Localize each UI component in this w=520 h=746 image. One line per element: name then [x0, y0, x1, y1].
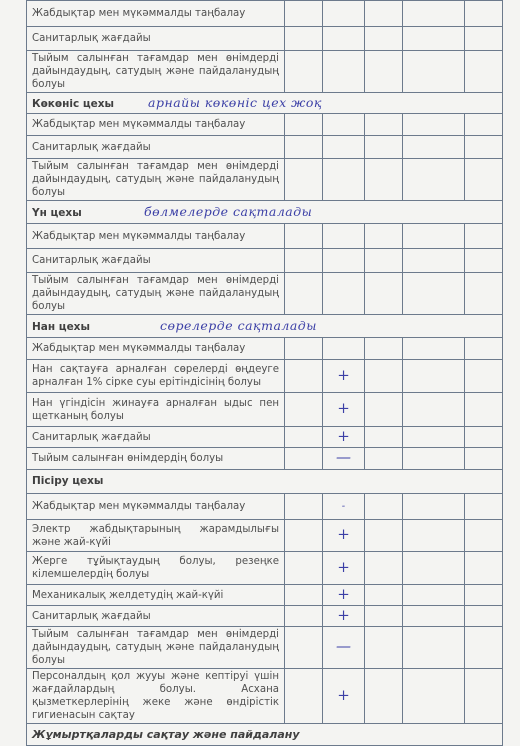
item-label: Электр жабдықтарының жарамдылығы және жай-күйі	[27, 520, 285, 552]
empty-cell	[285, 338, 323, 360]
checklist-row	[27, 448, 503, 470]
empty-cell	[285, 27, 323, 51]
section-header-row	[27, 201, 503, 224]
checklist-row	[27, 393, 503, 427]
handwritten-mark: +	[337, 525, 350, 543]
empty-cell	[465, 606, 503, 627]
empty-cell	[403, 51, 465, 93]
empty-cell	[465, 224, 503, 249]
compliance-mark-cell	[323, 249, 365, 273]
empty-cell	[465, 51, 503, 93]
empty-cell	[403, 27, 465, 51]
section-title: Көкөніс цехы	[32, 97, 115, 110]
empty-cell	[365, 224, 403, 249]
item-label: Жабдықтар мен мүкәммалды таңбалау	[27, 114, 285, 136]
compliance-mark-cell	[323, 427, 365, 448]
empty-cell	[285, 249, 323, 273]
handwritten-mark: +	[337, 584, 350, 603]
handwritten-mark: —	[336, 448, 351, 466]
section-title: Пісіру цехы	[32, 475, 104, 487]
item-label: Санитарлық жағдайы	[27, 427, 285, 448]
item-label: Нан үгіндісін жинауға арналған ыдыс пен щетканың болуы	[27, 393, 285, 427]
empty-cell	[285, 606, 323, 627]
empty-cell	[365, 27, 403, 51]
item-label: Санитарлық жағдайы	[27, 27, 285, 51]
empty-cell	[465, 360, 503, 393]
item-label: Санитарлық жағдайы	[27, 606, 285, 627]
empty-cell	[365, 114, 403, 136]
checklist-row	[27, 585, 503, 606]
empty-cell	[465, 669, 503, 724]
compliance-mark-cell	[323, 627, 365, 669]
section-header-row	[27, 93, 503, 114]
compliance-mark-cell	[323, 393, 365, 427]
empty-cell	[285, 1, 323, 27]
item-label: Нан сақтауға арналған сөрелерді өңдеуге арналған 1% сірке суы ерітіндісінің болуы	[27, 360, 285, 393]
empty-cell	[365, 136, 403, 159]
empty-cell	[403, 136, 465, 159]
empty-cell	[285, 427, 323, 448]
checklist-row	[27, 159, 503, 201]
empty-cell	[465, 249, 503, 273]
empty-cell	[285, 448, 323, 470]
empty-cell	[365, 494, 403, 520]
inspection-checklist-table	[26, 0, 503, 746]
empty-cell	[465, 159, 503, 201]
empty-cell	[365, 448, 403, 470]
item-label: Тыйым салынған тағамдар мен өнімдерді дайындаудың, сатудың және пайдаланудың болуы	[27, 627, 285, 669]
empty-cell	[285, 585, 323, 606]
compliance-mark-cell	[323, 520, 365, 552]
item-label: Тыйым салынған өнімдердің болуы	[27, 448, 285, 470]
handwritten-mark: —	[336, 637, 351, 655]
empty-cell	[285, 224, 323, 249]
empty-cell	[465, 627, 503, 669]
checklist-row	[27, 224, 503, 249]
empty-cell	[403, 360, 465, 393]
empty-cell	[403, 427, 465, 448]
section-header-cell	[27, 470, 503, 494]
empty-cell	[365, 338, 403, 360]
compliance-mark-cell	[323, 114, 365, 136]
empty-cell	[285, 136, 323, 159]
handwritten-mark: +	[337, 399, 350, 417]
item-label: Санитарлық жағдайы	[27, 249, 285, 273]
empty-cell	[465, 585, 503, 606]
compliance-mark-cell	[323, 1, 365, 27]
compliance-mark-cell	[323, 448, 365, 470]
handwritten-mark: +	[337, 605, 350, 624]
empty-cell	[403, 249, 465, 273]
compliance-mark-cell	[323, 27, 365, 51]
compliance-mark-cell	[323, 273, 365, 315]
handwritten-note: арнайы көкөніс цех жоқ	[148, 94, 322, 110]
item-label: Механикалық желдетудің жай-күйі	[27, 585, 285, 606]
item-label: Жабдықтар мен мүкәммалды таңбалау	[27, 1, 285, 27]
empty-cell	[285, 627, 323, 669]
empty-cell	[403, 448, 465, 470]
section-header-cell	[27, 315, 503, 338]
empty-cell	[403, 224, 465, 249]
empty-cell	[285, 669, 323, 724]
empty-cell	[365, 669, 403, 724]
empty-cell	[365, 393, 403, 427]
compliance-mark-cell	[323, 360, 365, 393]
checklist-row	[27, 114, 503, 136]
compliance-mark-cell	[323, 669, 365, 724]
compliance-mark-cell	[323, 338, 365, 360]
section-header-row	[27, 315, 503, 338]
empty-cell	[365, 249, 403, 273]
empty-cell	[285, 393, 323, 427]
empty-cell	[285, 51, 323, 93]
item-label: Санитарлық жағдайы	[27, 136, 285, 159]
empty-cell	[365, 360, 403, 393]
empty-cell	[285, 159, 323, 201]
section-header-cell	[27, 724, 503, 746]
empty-cell	[403, 552, 465, 585]
checklist-row	[27, 669, 503, 724]
item-label: Тыйым салынған тағамдар мен өнімдерді дайындаудың, сатудың және пайдаланудың болуы	[27, 273, 285, 315]
handwritten-mark: +	[337, 426, 350, 445]
empty-cell	[365, 1, 403, 27]
empty-cell	[465, 448, 503, 470]
section-title: Нан цехы	[32, 320, 90, 333]
compliance-mark-cell	[323, 494, 365, 520]
empty-cell	[365, 585, 403, 606]
empty-cell	[403, 393, 465, 427]
item-label: Тыйым салынған тағамдар мен өнімдерді дайындаудың, сатудың және пайдаланудың болуы	[27, 159, 285, 201]
empty-cell	[403, 520, 465, 552]
empty-cell	[465, 520, 503, 552]
compliance-mark-cell	[323, 552, 365, 585]
checklist-page	[26, 0, 516, 741]
empty-cell	[403, 159, 465, 201]
section-header-row	[27, 470, 503, 494]
handwritten-mark: +	[337, 557, 350, 576]
compliance-mark-cell	[323, 606, 365, 627]
checklist-row	[27, 51, 503, 93]
empty-cell	[465, 338, 503, 360]
empty-cell	[365, 520, 403, 552]
checklist-row	[27, 338, 503, 360]
empty-cell	[365, 552, 403, 585]
handwritten-note: бөлмелерде сақталады	[144, 203, 313, 219]
checklist-row	[27, 520, 503, 552]
empty-cell	[365, 51, 403, 93]
section-header-cell	[27, 93, 503, 114]
empty-cell	[403, 1, 465, 27]
checklist-row	[27, 606, 503, 627]
handwritten-note: сөрелерде сақталады	[160, 317, 317, 333]
empty-cell	[285, 360, 323, 393]
compliance-mark-cell	[323, 585, 365, 606]
checklist-row	[27, 273, 503, 315]
empty-cell	[365, 159, 403, 201]
empty-cell	[465, 494, 503, 520]
empty-cell	[365, 273, 403, 315]
empty-cell	[403, 606, 465, 627]
empty-cell	[285, 520, 323, 552]
empty-cell	[465, 427, 503, 448]
empty-cell	[403, 114, 465, 136]
section-title: Үн цехы	[32, 206, 82, 219]
section-header-row	[27, 724, 503, 746]
empty-cell	[403, 273, 465, 315]
empty-cell	[285, 494, 323, 520]
checklist-row	[27, 1, 503, 27]
empty-cell	[465, 1, 503, 27]
checklist-row	[27, 249, 503, 273]
empty-cell	[465, 136, 503, 159]
empty-cell	[365, 606, 403, 627]
handwritten-mark: -	[341, 501, 346, 512]
empty-cell	[365, 427, 403, 448]
item-label: Тыйым салынған тағамдар мен өнімдерді дайындаудың, сатудың және пайдаланудың болуы	[27, 51, 285, 93]
handwritten-mark: +	[337, 365, 350, 384]
section-title: Жұмыртқаларды сақтау және пайдалану	[32, 727, 300, 741]
empty-cell	[403, 494, 465, 520]
compliance-mark-cell	[323, 159, 365, 201]
item-label: Жабдықтар мен мүкәммалды таңбалау	[27, 338, 285, 360]
handwritten-mark: +	[337, 685, 350, 704]
empty-cell	[285, 273, 323, 315]
empty-cell	[403, 338, 465, 360]
empty-cell	[465, 27, 503, 51]
checklist-row	[27, 27, 503, 51]
checklist-row	[27, 136, 503, 159]
empty-cell	[403, 627, 465, 669]
item-label: Жерге тұйықтаудың болуы, резеңке кілемшелердің болуы	[27, 552, 285, 585]
item-label: Жабдықтар мен мүкәммалды таңбалау	[27, 224, 285, 249]
checklist-row	[27, 360, 503, 393]
empty-cell	[285, 114, 323, 136]
empty-cell	[365, 627, 403, 669]
empty-cell	[465, 393, 503, 427]
checklist-row	[27, 427, 503, 448]
section-header-cell	[27, 201, 503, 224]
compliance-mark-cell	[323, 136, 365, 159]
item-label: Жабдықтар мен мүкәммалды таңбалау	[27, 494, 285, 520]
compliance-mark-cell	[323, 224, 365, 249]
empty-cell	[403, 669, 465, 724]
compliance-mark-cell	[323, 51, 365, 93]
empty-cell	[403, 585, 465, 606]
empty-cell	[465, 273, 503, 315]
checklist-row	[27, 494, 503, 520]
empty-cell	[465, 114, 503, 136]
checklist-row	[27, 627, 503, 669]
checklist-row	[27, 552, 503, 585]
item-label: Персоналдың қол жууы және кептіруі үшін жағдайлардың болуы. Асхана қызметкерлерінің жеке және өндірістік гигиенасын сақтау	[27, 669, 285, 724]
empty-cell	[285, 552, 323, 585]
empty-cell	[465, 552, 503, 585]
